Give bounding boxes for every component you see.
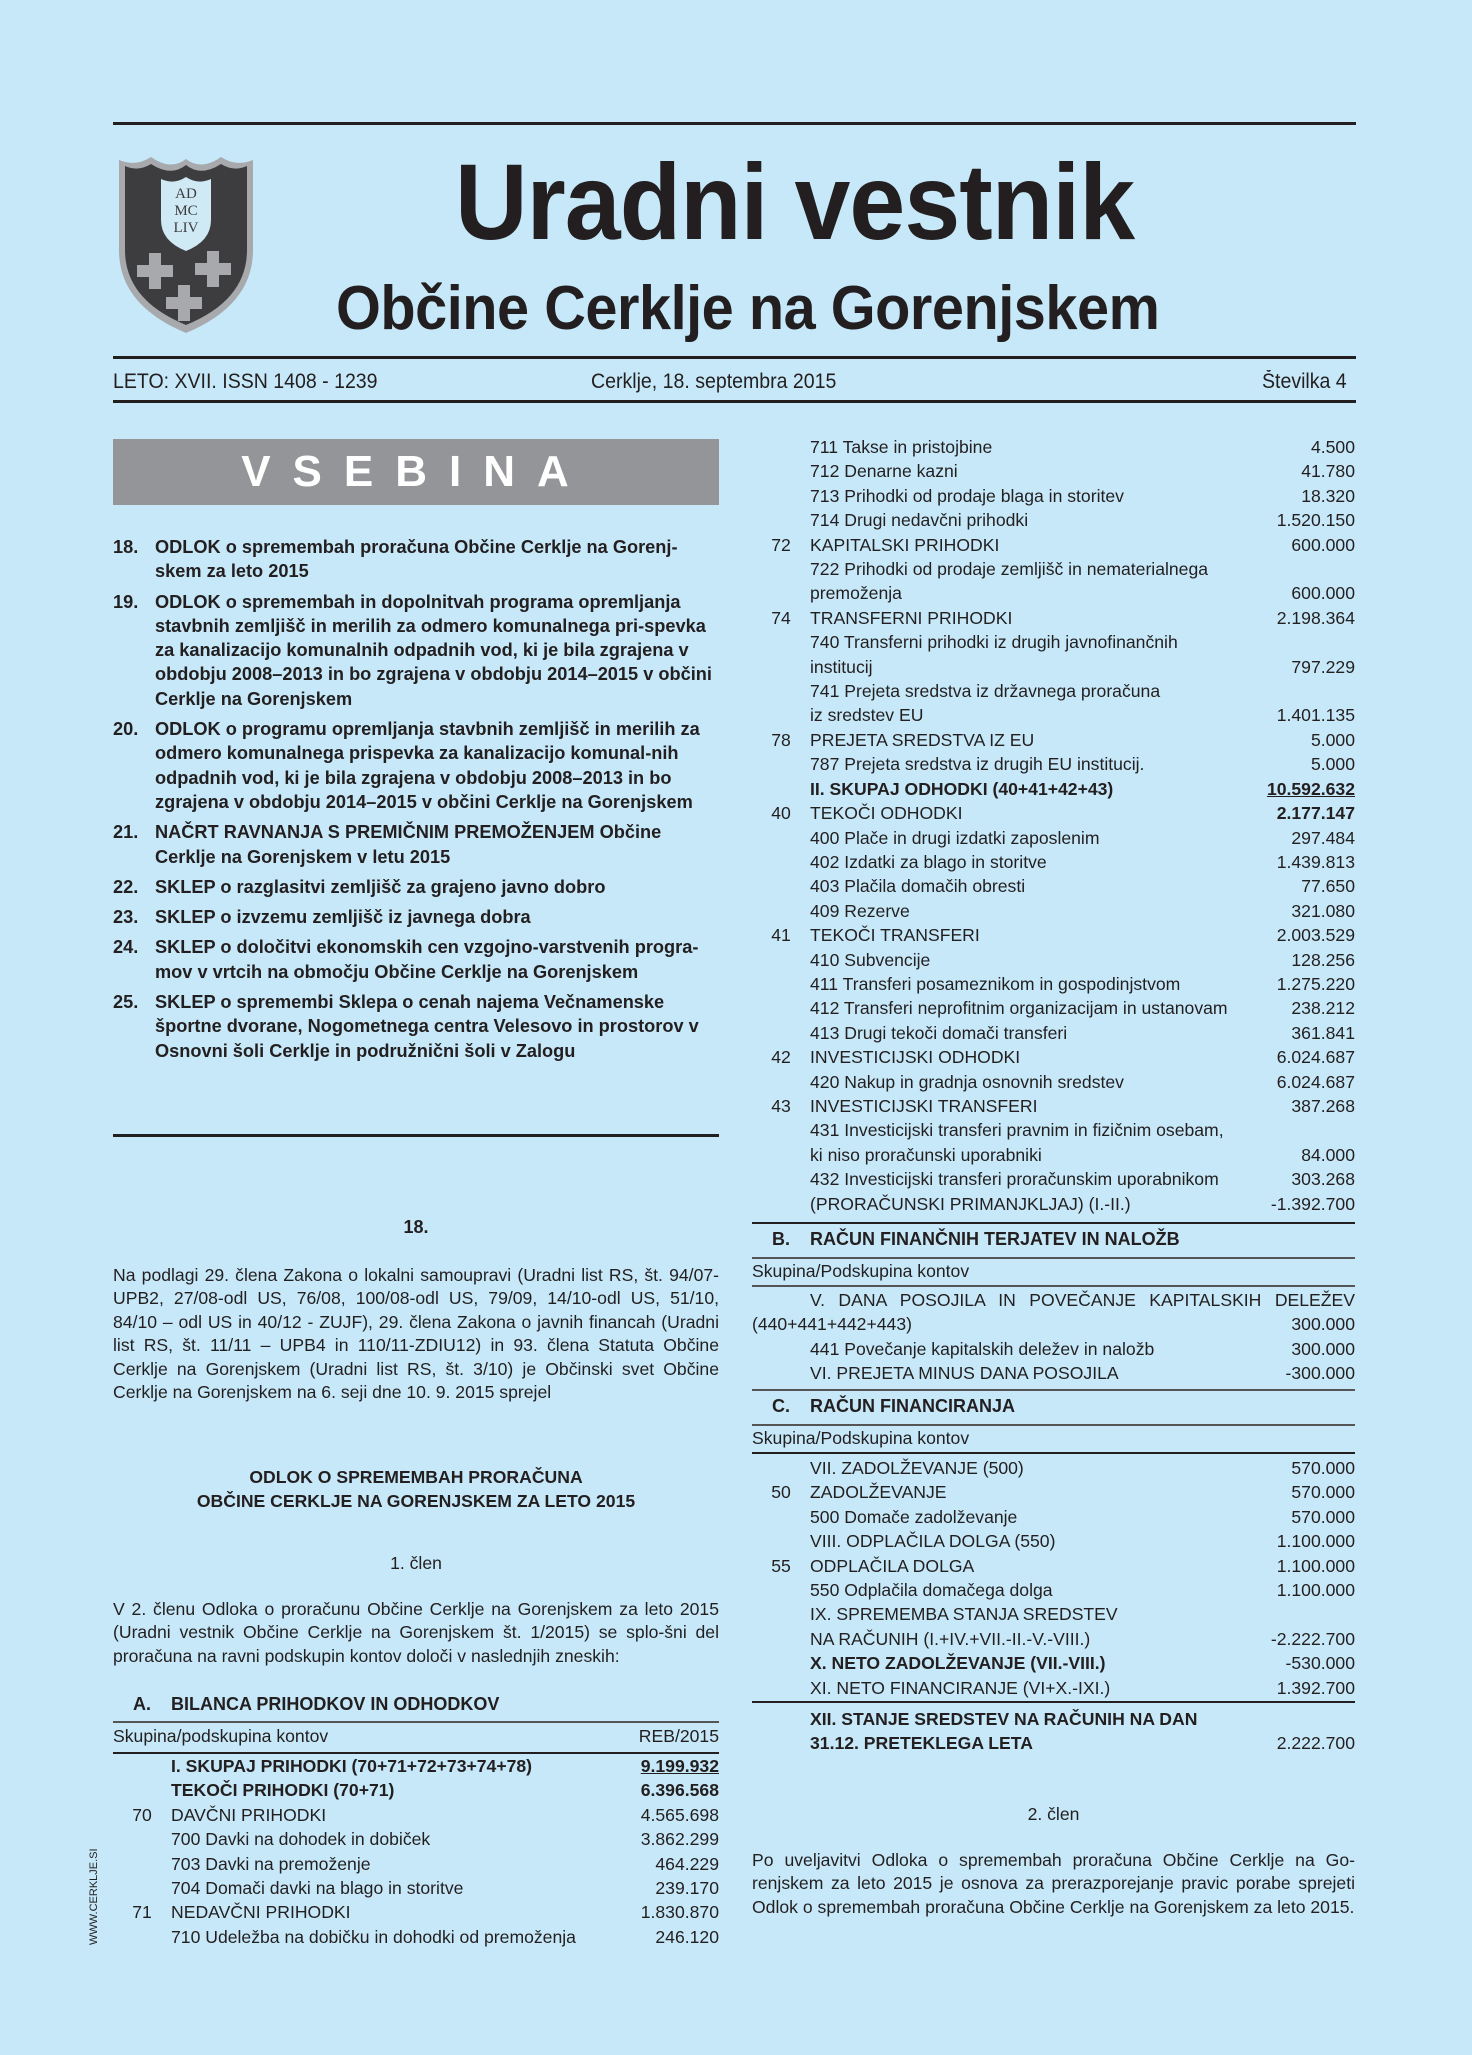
table-row xyxy=(752,752,1355,776)
toc-item[interactable] xyxy=(113,717,713,814)
toc-item[interactable] xyxy=(113,820,713,869)
row-label: 787 Prejeta sredstva iz drugih EU institucij. xyxy=(810,754,1145,775)
row-label: XII. STANJE SREDSTEV NA RAČUNIH NA DAN xyxy=(810,1709,1198,1729)
row-label: 31.12. PRETEKLEGA LETA xyxy=(810,1733,1033,1754)
account-code xyxy=(752,850,810,874)
row-label: 411 Transferi posameznikom in gospodinjstvom xyxy=(810,973,1181,994)
toc-text: SKLEP o določitvi ekonomskih cen vzgojno-varstvenih progra-mov v vrtcih na območju Občine Cerklje na Gorenjskem xyxy=(155,937,699,982)
table-row xyxy=(752,1456,1355,1480)
row-label: 441 Povečanje kapitalskih deležev in naložb xyxy=(810,1338,1155,1359)
account-code xyxy=(752,581,810,605)
row-value: 1.100.000 xyxy=(1276,1580,1355,1601)
account-code xyxy=(113,1827,171,1851)
row-value: 1.520.150 xyxy=(1276,510,1355,531)
account-code: 50 xyxy=(771,1482,791,1503)
section-title: RAČUN FINANČNIH TERJATEV IN NALOŽB xyxy=(810,1229,1180,1249)
row-value: 2.003.529 xyxy=(1276,925,1355,946)
row-label: (440+441+442+443) xyxy=(752,1314,912,1335)
column-header-reb2015: REB/2015 xyxy=(638,1726,719,1746)
row-label: NEDAVČNI PRIHODKI xyxy=(171,1902,351,1923)
section-title: BILANCA PRIHODKOV IN ODHODKOV xyxy=(171,1694,500,1714)
section-letter: B. xyxy=(772,1229,790,1249)
coat-of-arms-logo xyxy=(116,155,256,335)
table-row xyxy=(752,703,1355,727)
account-code xyxy=(752,1361,810,1385)
row-label: XI. NETO FINANCIRANJE (VI+X.-IXI.) xyxy=(810,1677,1111,1698)
account-code xyxy=(752,1651,810,1675)
section-a-column-headers xyxy=(113,1726,719,1747)
row-label: premoženja xyxy=(810,583,902,604)
row-label: 402 Izdatki za blago in storitve xyxy=(810,851,1047,872)
account-code xyxy=(752,459,810,483)
toc-item[interactable] xyxy=(113,875,713,899)
article-2-heading: 2. člen xyxy=(1027,1804,1080,1824)
row-value: 297.484 xyxy=(1291,827,1355,848)
row-label: ki niso proračunski uporabniki xyxy=(810,1144,1042,1165)
account-code xyxy=(752,1627,810,1651)
row-value: 300.000 xyxy=(1291,1338,1355,1359)
row-value: 10.592.632 xyxy=(1266,778,1355,799)
table-row xyxy=(752,1021,1355,1045)
revenue-table-left xyxy=(113,1754,719,1949)
table-row xyxy=(752,1070,1355,1094)
row-label: 409 Rezerve xyxy=(810,900,910,921)
article-1-heading: 1. člen xyxy=(390,1553,442,1573)
contents-heading: VSEBINA xyxy=(113,439,719,505)
section-letter: C. xyxy=(772,1396,790,1416)
toc-text: ODLOK o programu opremljanja stavbnih zemljišč in merilih za odmero komunalnega prispevka za kanalizacijo komunal-nih odpadnih vod, ki je bila zgrajena v obdobju 2008–2013 in bo zgrajena v obdobju 2014–2015 v občini Cerklje na Gorenjskem xyxy=(155,719,700,812)
issue-number: Številka 4 xyxy=(1262,370,1347,393)
toc-item[interactable] xyxy=(113,935,713,984)
account-code xyxy=(113,1754,171,1778)
row-label: TEKOČI ODHODKI xyxy=(810,803,963,824)
section-title: RAČUN FINANCIRANJA xyxy=(810,1396,1015,1416)
row-value xyxy=(1245,630,1355,654)
row-value: 600.000 xyxy=(1291,534,1355,555)
row-label: 410 Subvencije xyxy=(810,949,931,970)
table-row xyxy=(752,1118,1355,1142)
row-value: 6.396.568 xyxy=(640,1780,719,1801)
row-label: 722 Prihodki od prodaje zemljišč in nematerialnega xyxy=(810,559,1209,580)
account-code: 78 xyxy=(771,729,791,750)
toc-number: 24. xyxy=(113,937,139,958)
account-code xyxy=(752,1529,810,1553)
section-c-table xyxy=(752,1456,1355,1700)
table-row xyxy=(752,459,1355,483)
table-row xyxy=(752,996,1355,1020)
account-code xyxy=(752,826,810,850)
row-label: I. SKUPAJ PRIHODKI (70+71+72+73+74+78) xyxy=(171,1756,533,1776)
toc-text: SKLEP o razglasitvi zemljišč za grajeno javno dobro xyxy=(155,876,606,897)
table-row xyxy=(752,1045,1355,1069)
row-label: 400 Plače in drugi izdatki zaposlenim xyxy=(810,827,1100,848)
table-row xyxy=(752,1602,1355,1626)
table-row xyxy=(752,1676,1355,1700)
account-code xyxy=(752,777,810,801)
row-label: 431 Investicijski transferi pravnim in fizičnim osebam, xyxy=(810,1120,1224,1141)
row-value: 797.229 xyxy=(1291,656,1355,677)
section-a-rule xyxy=(113,1721,719,1723)
contents-end-rule xyxy=(113,1134,719,1137)
section-b-heading xyxy=(752,1229,1355,1250)
row-value: 3.862.299 xyxy=(640,1829,719,1850)
website-url: WWW.CERKLJE.SI xyxy=(88,1848,100,1945)
toc-item[interactable] xyxy=(113,535,713,584)
account-code: 55 xyxy=(771,1555,791,1576)
table-row xyxy=(752,850,1355,874)
table-row xyxy=(752,1731,1355,1755)
row-value: -300.000 xyxy=(1285,1363,1355,1384)
account-code xyxy=(752,1337,810,1361)
account-code: 43 xyxy=(771,1095,791,1116)
row-value: 1.100.000 xyxy=(1276,1531,1355,1552)
row-label: 710 Udeležba na dobičku in dohodki od premoženja xyxy=(171,1926,576,1947)
row-label: TEKOČI PRIHODKI (70+71) xyxy=(171,1780,395,1801)
row-value: 464.229 xyxy=(655,1853,719,1874)
section-a-end-rule xyxy=(752,1222,1355,1224)
row-value: 300.000 xyxy=(1291,1314,1355,1335)
decree-title-line1: ODLOK O SPREMEMBAH PRORAČUNA xyxy=(249,1467,583,1487)
toc-item[interactable] xyxy=(113,905,713,929)
row-label: VIII. ODPLAČILA DOLGA (550) xyxy=(810,1531,1056,1552)
toc-text: NAČRT RAVNANJA S PREMIČNIM PREMOŽENJEM Občine Cerklje na Gorenjskem v letu 2015 xyxy=(155,822,662,867)
account-code xyxy=(752,948,810,972)
column-header-accounts: Skupina/podskupina kontov xyxy=(113,1726,329,1746)
table-row xyxy=(752,1143,1355,1167)
row-label: 741 Prejeta sredstva iz državnega proračuna xyxy=(810,681,1161,702)
decree-title-line2: OBČINE CERKLJE NA GORENJSKEM ZA LETO 2015 xyxy=(196,1491,636,1511)
table-row xyxy=(752,533,1355,557)
row-value: 4.500 xyxy=(1310,437,1355,457)
table-row xyxy=(752,728,1355,752)
row-label: TEKOČI TRANSFERI xyxy=(810,925,980,946)
row-label: 550 Odplačila domačega dolga xyxy=(810,1580,1053,1601)
row-label: 703 Davki na premoženje xyxy=(171,1853,371,1874)
table-row xyxy=(752,1312,1355,1336)
account-code xyxy=(752,972,810,996)
table-row xyxy=(113,1827,719,1851)
row-value: -2.222.700 xyxy=(1270,1628,1355,1649)
row-label: V. DANA POSOJILA IN POVEČANJE KAPITALSKIH DELEŽEV xyxy=(810,1290,1355,1310)
table-row xyxy=(752,1627,1355,1651)
article-1-text: V 2. členu Odloka o proračunu Občine Cerklje na Gorenjskem za leto 2015 (Uradni vestnik Občine Cerklje na Gorenjskem št. 1/2015) se splo-šni del proračuna na ravni podskupin kontov določi v naslednjih zneskih: xyxy=(113,1599,719,1666)
table-row xyxy=(113,1925,719,1949)
account-code: 40 xyxy=(771,803,791,824)
table-row xyxy=(752,655,1355,679)
row-label: ZADOLŽEVANJE xyxy=(810,1482,947,1503)
account-code xyxy=(752,1192,810,1216)
row-label: 500 Domače zadolževanje xyxy=(810,1506,1018,1527)
masthead-rule-upper xyxy=(113,356,1356,359)
table-row xyxy=(752,826,1355,850)
row-label: 713 Prihodki od prodaje blaga in storitev xyxy=(810,485,1124,506)
row-value: 1.100.000 xyxy=(1276,1555,1355,1576)
publication-subtitle: Občine Cerklje na Gorenjskem xyxy=(336,274,1160,343)
row-label: 711 Takse in pristojbine xyxy=(810,437,993,457)
row-label: iz sredstev EU xyxy=(810,705,924,726)
toc-number: 20. xyxy=(113,719,139,740)
table-row xyxy=(752,679,1355,703)
row-value: 1.392.700 xyxy=(1276,1677,1355,1698)
table-row xyxy=(752,972,1355,996)
table-row xyxy=(113,1803,719,1827)
row-value: 9.199.932 xyxy=(640,1756,719,1776)
table-row xyxy=(113,1876,719,1900)
final-balance xyxy=(752,1707,1355,1756)
article-preamble: Na podlagi 29. člena Zakona o lokalni samoupravi (Uradni list RS, št. 94/07-UPB2, 27/08-odl US, 76/08, 100/08-odl US, 79/09, 14/10-odl US, 51/10, 84/10 – odl US in 40/12 - ZUJF), 29. člena Zakona o javnih financah (Uradni list RS, št. 11/11 – UPB4 in 110/11-ZDIU12) in 93. člena Statuta Občine Cerklje na Gorenjskem (Uradni list RS, št. 3/10) je Občinski svet Občine Cerklje na Gorenjskem na 6. seji dne 10. 9. 2015 sprejel xyxy=(113,1265,719,1403)
row-value: 6.024.687 xyxy=(1276,1047,1355,1068)
row-label: 714 Drugi nedavčni prihodki xyxy=(810,510,1029,531)
account-code: 74 xyxy=(771,607,791,628)
account-code: 70 xyxy=(132,1804,152,1825)
account-code xyxy=(752,679,810,703)
row-label: 740 Transferni prihodki iz drugih javnofinančnih xyxy=(810,632,1178,653)
account-code: 41 xyxy=(771,925,791,946)
row-value: -530.000 xyxy=(1285,1653,1355,1674)
table-row xyxy=(752,1505,1355,1529)
table-row xyxy=(752,1554,1355,1578)
table-row xyxy=(752,1288,1355,1312)
account-code xyxy=(752,1676,810,1700)
toc-item[interactable] xyxy=(113,590,713,711)
row-value: 600.000 xyxy=(1291,583,1355,604)
account-code xyxy=(752,996,810,1020)
table-row xyxy=(752,557,1355,581)
account-code xyxy=(113,1876,171,1900)
toc-text: SKLEP o izvzemu zemljišč iz javnega dobra xyxy=(155,907,531,928)
table-row xyxy=(752,1192,1355,1216)
row-value: 387.268 xyxy=(1291,1095,1355,1116)
row-value: 18.320 xyxy=(1301,485,1355,506)
row-value: 1.275.220 xyxy=(1276,973,1355,994)
row-value xyxy=(1245,679,1355,703)
section-b-column-header: Skupina/Podskupina kontov xyxy=(752,1261,970,1281)
toc-number: 22. xyxy=(113,876,139,897)
table-row xyxy=(113,1852,719,1876)
row-label: 403 Plačila domačih obresti xyxy=(810,876,1026,897)
row-value: 41.780 xyxy=(1301,461,1355,482)
account-code xyxy=(752,435,810,459)
row-value: 128.256 xyxy=(1291,949,1355,970)
top-rule xyxy=(113,122,1356,125)
account-code: 71 xyxy=(132,1902,152,1923)
row-value: 2.222.700 xyxy=(1276,1733,1355,1754)
toc-number: 18. xyxy=(113,537,139,557)
account-code xyxy=(752,1070,810,1094)
table-row xyxy=(752,801,1355,825)
row-label: 712 Denarne kazni xyxy=(810,461,958,482)
row-label: institucij xyxy=(810,656,873,677)
row-value: 321.080 xyxy=(1291,900,1355,921)
section-letter: A. xyxy=(133,1694,151,1714)
account-code xyxy=(752,703,810,727)
row-label: PREJETA SREDSTVA IZ EU xyxy=(810,729,1035,750)
section-c-header-rule xyxy=(752,1452,1355,1454)
row-label: 704 Domači davki na blago in storitve xyxy=(171,1878,464,1899)
account-code xyxy=(752,557,810,581)
row-value: 2.177.147 xyxy=(1276,803,1355,824)
table-row xyxy=(752,1529,1355,1553)
row-label: IX. SPREMEMBA STANJA SREDSTEV xyxy=(810,1604,1118,1625)
row-value: 361.841 xyxy=(1291,1022,1355,1043)
row-value: 5.000 xyxy=(1310,754,1355,775)
row-value: 1.439.813 xyxy=(1276,851,1355,872)
row-value: 2.198.364 xyxy=(1276,607,1355,628)
account-code xyxy=(752,899,810,923)
row-label: TRANSFERNI PRIHODKI xyxy=(810,607,1013,628)
table-row xyxy=(752,874,1355,898)
section-b-end-rule xyxy=(752,1389,1355,1391)
row-label: 413 Drugi tekoči domači transferi xyxy=(810,1022,1068,1043)
row-value: 77.650 xyxy=(1301,876,1355,897)
row-value: 570.000 xyxy=(1291,1482,1355,1503)
section-c-heading xyxy=(752,1396,1355,1417)
place-date: Cerklje, 18. septembra 2015 xyxy=(591,370,837,393)
row-label: KAPITALSKI PRIHODKI xyxy=(810,534,1000,555)
account-code xyxy=(752,752,810,776)
table-row xyxy=(752,777,1355,801)
account-code xyxy=(113,1852,171,1876)
table-row xyxy=(113,1900,719,1924)
account-code xyxy=(752,508,810,532)
row-value: 84.000 xyxy=(1301,1144,1355,1165)
row-value xyxy=(1245,1118,1355,1142)
masthead-rule-lower xyxy=(113,400,1356,403)
row-value: 246.120 xyxy=(655,1926,719,1947)
table-row xyxy=(752,1361,1355,1385)
account-code xyxy=(752,1167,810,1191)
table-row xyxy=(113,1754,719,1778)
revenue-expenditure-table-right xyxy=(752,435,1355,1216)
toc-number: 23. xyxy=(113,907,139,928)
row-label: VI. PREJETA MINUS DANA POSOJILA xyxy=(810,1363,1119,1384)
table-row xyxy=(752,1337,1355,1361)
table-row xyxy=(752,435,1355,459)
row-value: 570.000 xyxy=(1291,1506,1355,1527)
table-row xyxy=(752,630,1355,654)
row-value: 239.170 xyxy=(655,1878,719,1899)
account-code xyxy=(752,484,810,508)
section-b-table xyxy=(752,1288,1355,1386)
article-2-text: Po uveljavitvi Odloka o spremembah proračuna Občine Cerklje na Go-renjskem za leto 2015 je osnova za prerazporejanje pravic porabe sprejeti Odlok o spremembah proračuna Občine Cerklje na Gorenjskem za leto 2015. xyxy=(752,1850,1355,1917)
row-label: ODPLAČILA DOLGA xyxy=(810,1555,975,1576)
table-row xyxy=(752,1094,1355,1118)
row-label: 432 Investicijski transferi proračunskim uporabnikom xyxy=(810,1169,1219,1190)
row-label: 412 Transferi neprofitnim organizacijam in ustanovam xyxy=(810,998,1228,1019)
row-value xyxy=(1245,557,1355,581)
row-value: -1.392.700 xyxy=(1270,1193,1355,1214)
account-code xyxy=(752,1118,810,1142)
publication-title: Uradni vestnik xyxy=(455,141,1135,262)
account-code xyxy=(113,1778,171,1802)
section-b-header-rule xyxy=(752,1285,1355,1287)
table-row xyxy=(752,1480,1355,1504)
table-row xyxy=(752,948,1355,972)
table-row xyxy=(752,1707,1355,1731)
account-code: 42 xyxy=(771,1047,791,1068)
row-value: 4.565.698 xyxy=(640,1804,719,1825)
account-code xyxy=(752,630,810,654)
table-row xyxy=(752,1651,1355,1675)
table-row xyxy=(752,1578,1355,1602)
section-c-end-rule xyxy=(752,1701,1355,1703)
table-row xyxy=(752,508,1355,532)
account-code xyxy=(752,1143,810,1167)
account-code: 72 xyxy=(771,534,791,555)
row-label: (PRORAČUNSKI PRIMANJKLJAJ) (I.-II.) xyxy=(810,1193,1131,1214)
table-row xyxy=(752,581,1355,605)
account-code xyxy=(752,874,810,898)
row-value xyxy=(1245,1602,1355,1626)
toc-item[interactable] xyxy=(113,990,713,1063)
account-code xyxy=(752,1505,810,1529)
account-code xyxy=(752,655,810,679)
toc-number: 25. xyxy=(113,992,139,1013)
toc-number: 19. xyxy=(113,591,139,612)
logo-text-liv: LIV xyxy=(173,220,199,236)
row-label: II. SKUPAJ ODHODKI (40+41+42+43) xyxy=(810,778,1114,799)
account-code xyxy=(752,1456,810,1480)
table-row xyxy=(752,1167,1355,1191)
table-row xyxy=(752,923,1355,947)
row-value: 5.000 xyxy=(1310,729,1355,750)
section-b-rows xyxy=(752,1337,1355,1386)
toc-number: 21. xyxy=(113,822,139,843)
row-label: 700 Davki na dohodek in dobiček xyxy=(171,1829,431,1850)
year-issn: LETO: XVII. ISSN 1408 - 1239 xyxy=(113,370,378,393)
row-label: DAVČNI PRIHODKI xyxy=(171,1804,327,1825)
row-value: 1.401.135 xyxy=(1276,705,1355,726)
account-code xyxy=(752,1578,810,1602)
table-row xyxy=(752,484,1355,508)
row-label: 420 Nakup in gradnja osnovnih sredstev xyxy=(810,1071,1124,1092)
article-number: 18. xyxy=(403,1217,429,1237)
section-b-rule xyxy=(752,1257,1355,1259)
row-value: 238.212 xyxy=(1291,998,1355,1019)
logo-text-mc: MC xyxy=(174,203,198,219)
section-c-rule xyxy=(752,1424,1355,1426)
section-a-heading xyxy=(113,1694,719,1715)
row-label: INVESTICIJSKI TRANSFERI xyxy=(810,1095,1038,1116)
section-c-column-header: Skupina/Podskupina kontov xyxy=(752,1428,970,1448)
table-of-contents xyxy=(113,535,713,1069)
account-code xyxy=(752,1602,810,1626)
toc-text: ODLOK o spremembah proračuna Občine Cerklje na Gorenj-skem za leto 2015 xyxy=(155,537,678,582)
row-label: VII. ZADOLŽEVANJE (500) xyxy=(810,1458,1024,1478)
table-row xyxy=(113,1778,719,1802)
toc-text: SKLEP o spremembi Sklepa o cenah najema Večnamenske športne dvorane, Nogometnega centra Velesovo in prostorov v Osnovni šoli Cerklje in podružnični šoli v Zalogu xyxy=(155,992,699,1061)
row-label: X. NETO ZADOLŽEVANJE (VII.-VIII.) xyxy=(810,1653,1106,1674)
row-label: INVESTICIJSKI ODHODKI xyxy=(810,1047,1021,1068)
account-code xyxy=(113,1925,171,1949)
table-row xyxy=(752,899,1355,923)
table-row xyxy=(752,606,1355,630)
row-label: NA RAČUNIH (I.+IV.+VII.-II.-V.-VIII.) xyxy=(810,1628,1091,1649)
account-code xyxy=(752,1021,810,1045)
row-value: 6.024.687 xyxy=(1276,1071,1355,1092)
row-value: 570.000 xyxy=(1291,1458,1355,1478)
logo-text-ad: AD xyxy=(175,186,197,202)
toc-text: ODLOK o spremembah in dopolnitvah programa opremljanja stavbnih zemljišč in merilih za odmero komunalnega pri-spevka za kanalizacijo komunalnih odpadnih vod, ki je bila zgrajena v obdobju 2008–2013 in bo zgrajena v obdobju 2014–2015 v občini Cerklje na Gorenjskem xyxy=(155,591,712,709)
row-value: 1.830.870 xyxy=(640,1902,719,1923)
row-value: 303.268 xyxy=(1291,1169,1355,1190)
